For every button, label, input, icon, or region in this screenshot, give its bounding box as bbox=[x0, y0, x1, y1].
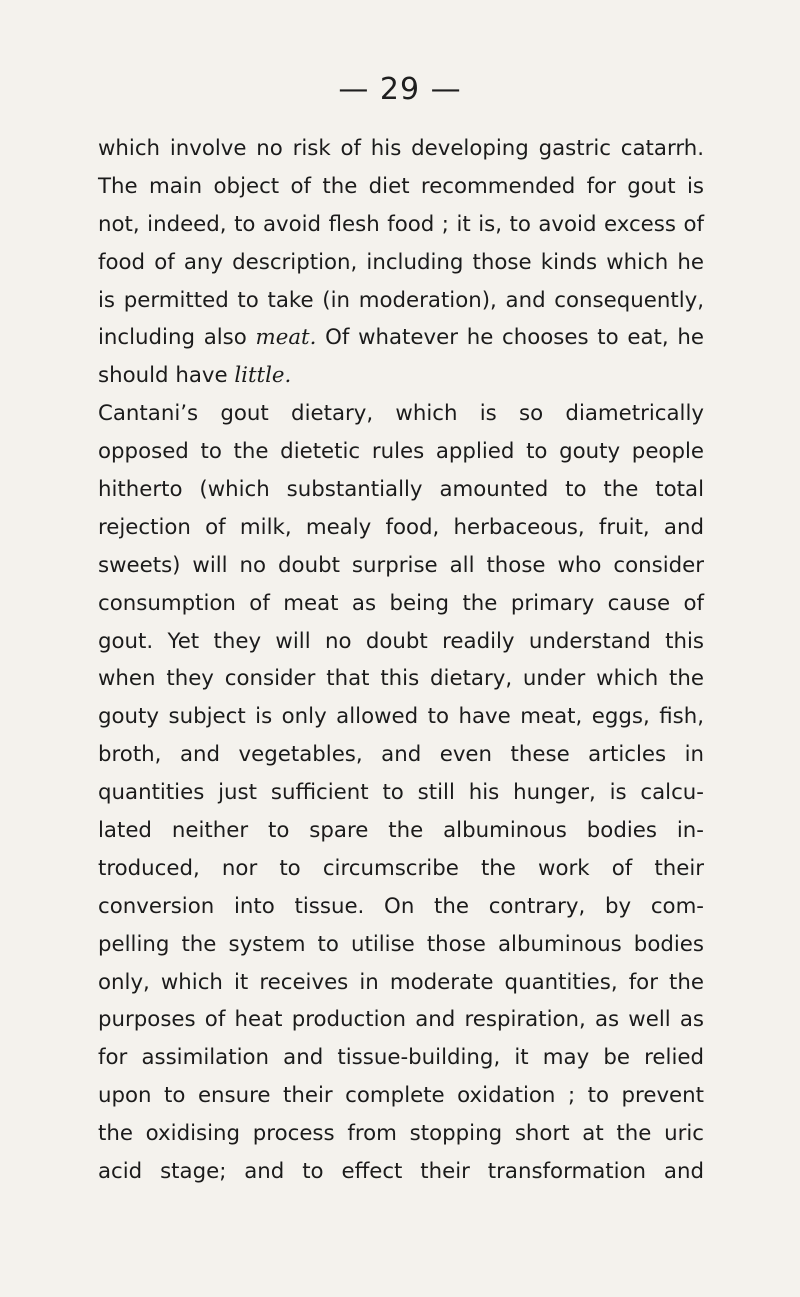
body-text bbox=[98, 130, 704, 1191]
italic-word-meat: meat. bbox=[255, 325, 317, 351]
text-line: food of any description, including those kinds which he bbox=[98, 249, 704, 275]
text-line: conversion into tissue. On the contrary, by com- bbox=[98, 893, 704, 919]
text-line: quantities just sufficient to still his hunger, is calcu- bbox=[98, 780, 704, 806]
text-line: gout. Yet they will no doubt readily understand this bbox=[98, 628, 704, 654]
text-line: only, which it receives in moderate quantities, for the bbox=[98, 969, 704, 995]
text-line: troduced, nor to circumscribe the work of their bbox=[98, 855, 704, 881]
text-line: lated neither to spare the albuminous bodies in- bbox=[98, 818, 704, 844]
text-line: hitherto (which substantially amounted to the total bbox=[98, 477, 704, 503]
text-line: Cantani’s gout dietary, which is so diametrically bbox=[98, 401, 704, 427]
text-line: opposed to the dietetic rules applied to gouty people bbox=[98, 439, 704, 465]
text-line: consumption of meat as being the primary cause of bbox=[98, 590, 704, 616]
text-line-with-italic bbox=[98, 357, 704, 395]
text-line: not, indeed, to avoid flesh food ; it is, to avoid excess of bbox=[98, 211, 704, 237]
text-line: is permitted to take (in moderation), and consequently, bbox=[98, 287, 704, 313]
text-line: purposes of heat production and respiration, as well as bbox=[98, 1007, 704, 1033]
text-segment: should have bbox=[98, 363, 228, 389]
text-line: for assimilation and tissue-building, it may be relied bbox=[98, 1045, 704, 1071]
text-segment: Of whatever he chooses to eat, he bbox=[325, 325, 704, 351]
text-line: upon to ensure their complete oxidation ; to prevent bbox=[98, 1083, 704, 1109]
text-line: rejection of milk, mealy food, herbaceous, fruit, and bbox=[98, 514, 704, 540]
text-line: the oxidising process from stopping short at the uric bbox=[98, 1121, 704, 1147]
text-line: pelling the system to utilise those albuminous bodies bbox=[98, 931, 704, 957]
text-line: The main object of the diet recommended for gout is bbox=[98, 173, 704, 199]
text-line: which involve no risk of his developing gastric catarrh. bbox=[98, 136, 704, 161]
italic-word-little: little. bbox=[234, 363, 292, 389]
text-line: broth, and vegetables, and even these articles in bbox=[98, 742, 704, 768]
page-number: — 29 — bbox=[338, 72, 462, 107]
text-line: gouty subject is only allowed to have meat, eggs, fish, bbox=[98, 704, 704, 730]
text-line: sweets) will no doubt surprise all those who consider bbox=[98, 552, 704, 578]
text-line: acid stage; and to effect their transformation and bbox=[98, 1159, 704, 1185]
text-line-with-italic bbox=[98, 319, 704, 357]
text-line: when they consider that this dietary, under which the bbox=[98, 666, 704, 692]
text-segment: including also bbox=[98, 325, 247, 351]
